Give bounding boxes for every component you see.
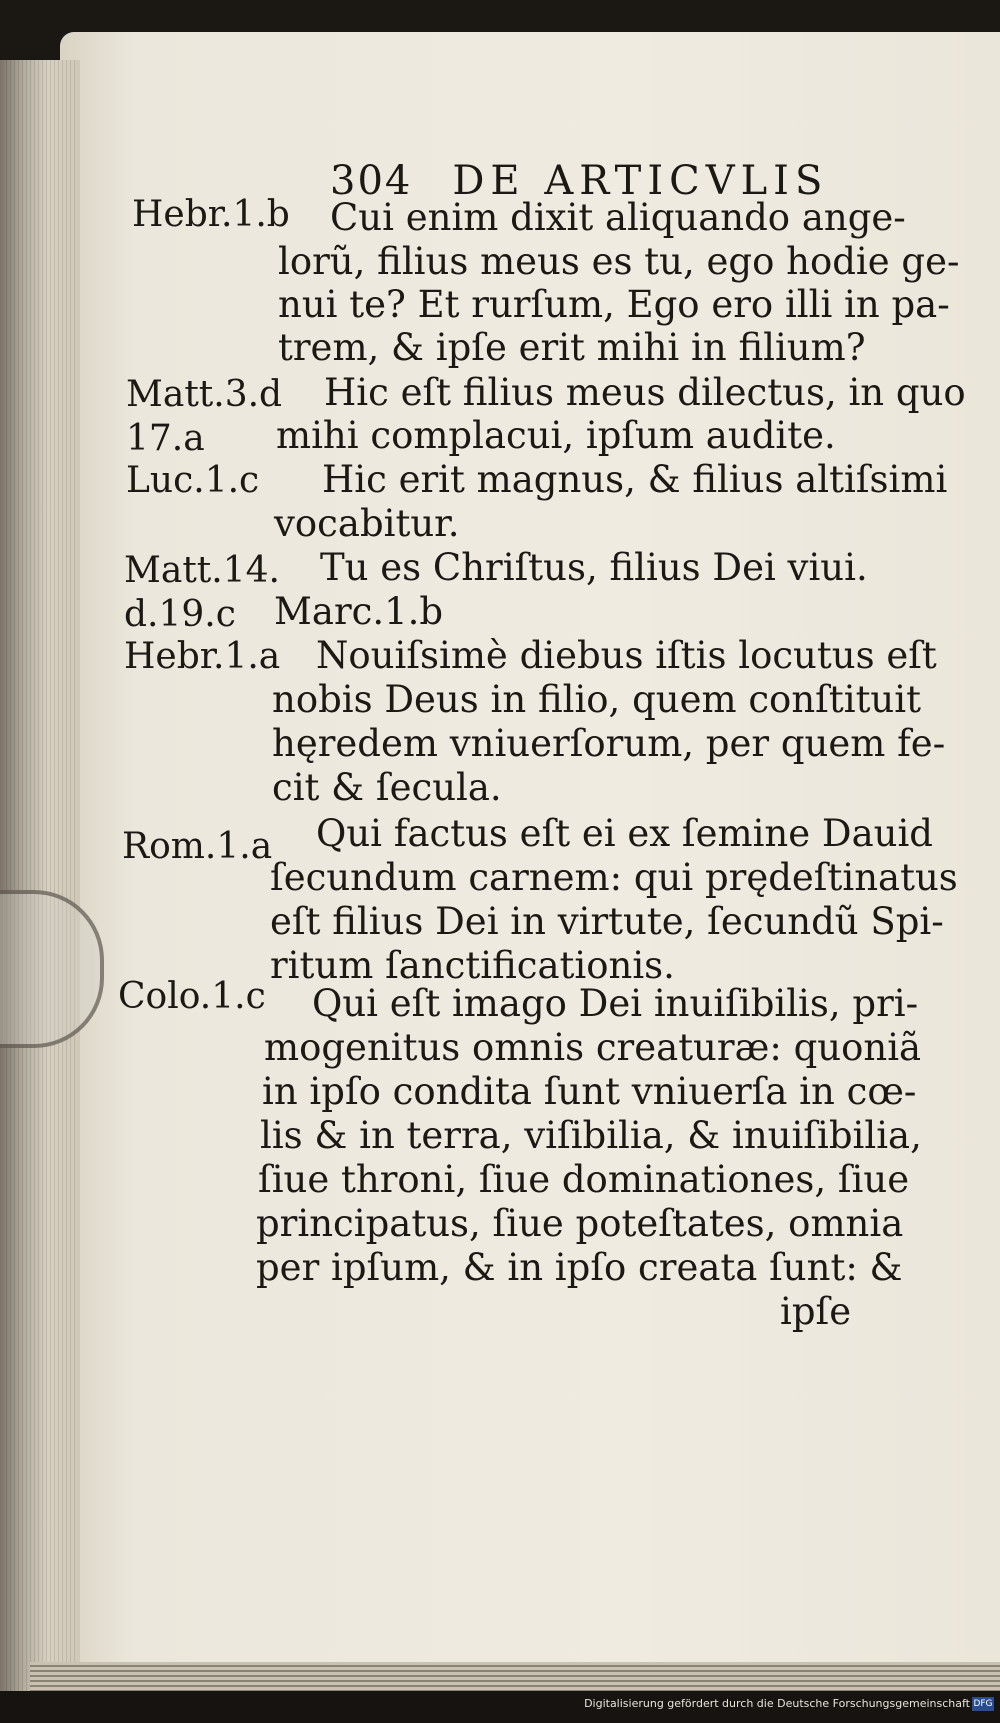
- text-line: Qui factus eſt ei ex ſemine Dauid: [316, 812, 933, 855]
- text-line: eſt filius Dei in virtute, ſecundũ Spi-: [270, 900, 944, 943]
- text-line: Marc.1.b: [274, 590, 444, 633]
- text-line: Nouiſsimè diebus iſtis locutus eſt: [316, 634, 937, 677]
- margin-ref: Matt.14.: [124, 550, 280, 591]
- text-line: in ipſo condita ſunt vniuerſa in cœ-: [262, 1070, 917, 1113]
- text-line: ritum ſanctificationis.: [270, 944, 675, 987]
- text-line: trem, & ipſe erit mihi in filium?: [278, 326, 866, 369]
- text-line: Qui eſt imago Dei inuiſibilis, pri-: [312, 982, 919, 1025]
- text-line: vocabitur.: [274, 502, 460, 545]
- margin-ref: Rom.1.a: [122, 826, 273, 867]
- text-line: nui te? Et rurſum, Ego ero illi in pa-: [278, 283, 950, 326]
- text-line: ſecundum carnem: qui prędeſtinatus: [270, 856, 958, 899]
- bottom-page-edges: [30, 1662, 1000, 1692]
- text-line: Hic erit magnus, & filius altiſsimi: [322, 458, 948, 501]
- text-line: mogenitus omnis creaturæ: quoniã: [264, 1026, 922, 1069]
- text-line: principatus, ſiue poteſtates, omnia: [256, 1202, 904, 1245]
- margin-ref: Hebr.1.a: [124, 636, 281, 677]
- text-line: per ipſum, & in ipſo creata ſunt: &: [256, 1246, 903, 1289]
- text-line: hęredem vniuerſorum, per quem fe-: [272, 722, 946, 765]
- margin-ref: Hebr.1.b: [132, 194, 290, 235]
- text-line: ſiue throni, ſiue dominationes, ſiue: [258, 1158, 910, 1201]
- page-number: 304: [330, 158, 413, 204]
- text-line: nobis Deus in filio, quem conſtituit: [272, 678, 921, 721]
- page-edges: [0, 60, 80, 1700]
- dfg-logo: DFG: [973, 1699, 993, 1709]
- text-line: mihi complacui, ipſum audite.: [276, 414, 836, 457]
- text-line: Hic eſt filius meus dilectus, in quo: [324, 371, 966, 414]
- text-line: lis & in terra, viſibilia, & inuiſibilia,: [260, 1114, 922, 1157]
- digitization-credit: Digitalisierung gefördert durch die Deutsche Forschungsgemeinschaft: [584, 1697, 970, 1710]
- margin-ref: Colo.1.c: [118, 976, 266, 1017]
- text-line: lorũ, filius meus es tu, ego hodie ge-: [278, 240, 960, 283]
- text-line: Tu es Chriſtus, filius Dei viui.: [320, 546, 868, 589]
- margin-ref: 17.a: [126, 418, 205, 459]
- catchword: ipſe: [780, 1290, 852, 1333]
- text-line: cit & ſecula.: [272, 766, 502, 809]
- margin-ref: Luc.1.c: [126, 460, 260, 501]
- margin-ref: Matt.3.d: [126, 374, 283, 415]
- text-line: Cui enim dixit aliquando ange-: [330, 196, 906, 239]
- running-title: DE ARTICVLIS: [452, 158, 829, 204]
- margin-ref: d.19.c: [124, 594, 236, 635]
